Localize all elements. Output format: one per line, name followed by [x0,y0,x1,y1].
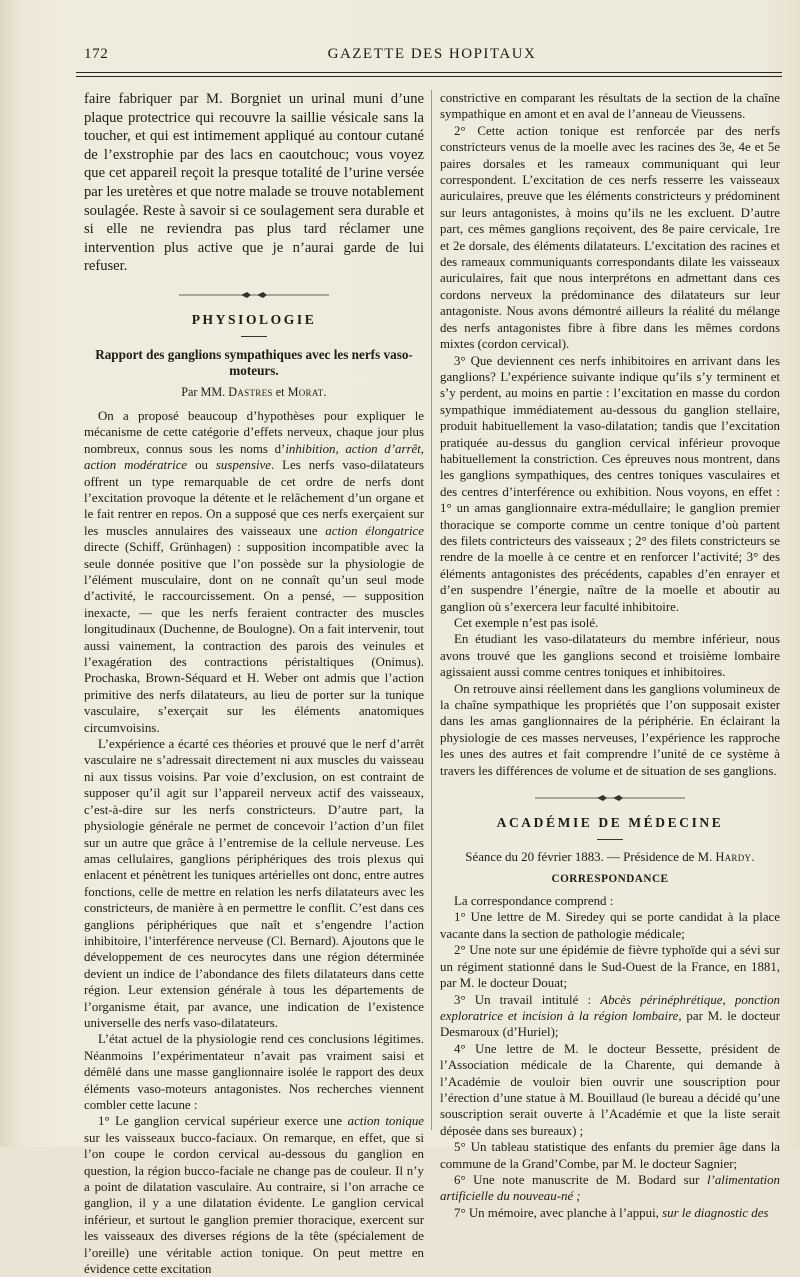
section-short-rule [597,839,623,840]
page-number: 172 [84,46,109,62]
right-column [440,90,780,1221]
byline-and: et [275,384,285,399]
author-dastres: Dastres [228,384,273,399]
section-ornament [535,793,685,803]
byline-prefix: Par MM. [181,384,226,399]
continued-paragraph: faire fabriquer par M. Borgniet un urinal muni d’une plaque protectrice qui recouvre la saillie vésicale sans la toucher, et qui est intimement appliqué au contour cutané de l’exstrophie par des lacs en caoutchouc; vous voyez que cet appareil reçoit la presque totalité de l’urine versée par les uretères et que notre malade se trouve notablement soulagée. Reste à savoir si ce soulagement sera durable et si elle ne reviendra pas plus tard réclamer une intervention plus active que je n’aurai garde de lui refuser. [84,91,424,275]
header-rule-thick [76,72,782,73]
page-header [84,46,780,66]
author-morat: Morat. [287,384,327,399]
journal-title: GAZETTE DES HOPITAUX [327,46,537,62]
paragraph-hypotheses: On a proposé beaucoup d’hypothèses pour expliquer le mécanisme de cette catégorie d’effets nerveux, chaque jour plus nombreux, connus sous les noms d’inhibition, action d’arrêt, action modératrice ou suspensive. Les nerfs vaso-dilatateurs offrent un type remarquable de cet ordre de nerfs dont l’excitation provoque la détente et le relâchement d’un organe et le fait rentrer en repos. On a supposé que ces nerfs exerçaient sur les muscles annulaires des vaisseaux une action élongatrice directe (Schiff, Grünhagen) : supposition incompatible avec la seule donnée positive que l’on possède sur la physiologie de l’élément musculaire, dont on ne connaît qu’un seul mode d’activité, le raccourcissement. On a pensé, — supposition inexacte, — que les nerfs feraient contracter des muscles longitudinaux (Duchenne, de Boulogne). On a fait intervenir, tout aussi vainement, la contraction des parois des veinules et l’exagération des contractions péristaltiques (Onimus). Prochaska, Brown-Séquard et H. Weber ont admis que l’action primitive des nerfs dilatateurs, au lieu de porter sur la tunique vasculaire, s’exerçait sur les éléments anatomiques circumvoisins. [84,408,425,735]
column-divider [431,90,432,1130]
correspondence-item-6: 6° Une note manuscrite de M. Bodard sur l’alimentation artificielle du nouveau-né ; [440,1172,780,1204]
paragraph-continued: constrictive en comparant les résultats de la section de la chaîne sympathique en amont et en aval de l’anneau de Vieussens. [440,91,780,122]
section-ornament [179,290,329,300]
correspondence-item-3: 3° Un travail intitulé : Abcès périnéphrétique, ponction exploratrice et incision à la région lombaire, par M. le docteur Desmaroux (d’Huriel); [440,992,781,1040]
correspondence-item-7: 7° Un mémoire, avec planche à l’appui, sur le diagnostic des [454,1205,769,1220]
section-short-rule [241,336,267,337]
paragraph-experience: L’expérience a écarté ces théories et prouvé que le nerf d’arrêt vasculaire ne s’adressait directement ni aux muscles du vaisseau ni aux tissus voisins. Par voie d’exclusion, on est contraint de supposer qu’il agit sur l’appareil nerveux actif des vaisseaux, c’est-à-dire sur les nerfs constricteurs. D’autre part, la physiologie générale ne permet de concevoir l’action d’un filet sur un autre que grâce à l’entremise de la cellule nerveuse. Les amas cellulaires, ganglions périphériques des trois plexus qui enlacent et pénètrent les tuniques artérielles ont donc, entre autres fonctions, celle de mettre en relation les nerfs dilatateurs avec les constricteurs, de manière à en permettre le conflit. C’est dans ces ganglions périphériques que naît et s’engendre l’action inhibitoire, l’interférence nerveuse (Cl. Bernard). Ajoutons que le développement de ces neurocytes dans une région déterminée devient un indice de l’abondance des filets dilatateurs dans cette région. Leur extension générale à tous les départements de l’organisme était, par avance, une indication de l’existence universelle des nerfs vaso-dilatateurs. [84,737,424,1030]
correspondence-item-5: 5° Un tableau statistique des enfants du premier âge dans la commune de la Grand’Combe, par M. le docteur Sagnier; [440,1140,780,1171]
paragraph-point-3: 3° Que deviennent ces nerfs inhibitoires en arrivant dans les ganglions? L’expérience suivante indique qu’ils s’y terminent et s’y perdent, au moins en partie : l’excitation en masse du cordon sympathique immédiatement au-dessous du ganglion stellaire, produit habituellement la vaso-dilatation; tandis que l’excitation pratiquée au-dessus du ganglion cervical inférieur provoque habituellement la constriction. Ces épreuves nous montrent, dans les ganglions sympathiques, des centres toniques vasculaires et des centres d’interférence ou exhibition. Nous voyons, en effet : 1° un amas ganglionnaire extra-médullaire; le ganglion premier thoracique se comporte comme un centre tonique d’où partent des filets contricteurs des vaisseaux ; 2° des filets constricteurs se rendre de la moelle à ce centre et en renforcer l’activité; 3° des éléments antagonistes des précédents, capables d’en enrayer et d’en suspendre l’énergie, naître de la moelle et aboutir au ganglion où s’exercera leur faculté inhibitoire. [440,353,780,614]
paragraph-point-1: 1° Le ganglion cervical supérieur exerce une action tonique sur les vaisseaux bucco-faciaux. On remarque, en effet, que si l’on coupe le cordon cervical au-dessous du ganglion en question, la région bucco-faciale ne change pas de couleur. Il n’y a point de dilatation vasculaire. Au contraire, si l’on arrache ce ganglion, il y a une dilatation évidente. Le ganglion cervical inférieur, et surtout le ganglion premier thoracique, exercent sur les vaisseaux des diverses régions de la tête (spécialement de l’oreille) une véritable action tonique. On peut mettre en évidence cette excitation [84,1114,425,1277]
correspondence-item-2: 2° Une note sur une épidémie de fièvre typhoïde qui a sévi sur un régiment stationné dans le Sud-Ouest de la France, en 1881, par M. le docteur Douat; [440,943,780,991]
correspondence-item-4: 4° Une lettre de M. le docteur Bessette, président de l’Association médicale de la Charente, qui demande à l’Académie de vouloir bien ouvrir une souscription pour l’érection d’une statue à M. Bouillaud (le bureau a décidé qu’une souscription serait ouverte à l’Académie et que la liste serait déposée dans ses bureaux) ; [440,1041,780,1138]
byline [84,385,424,400]
correspondence-intro: La correspondance comprend : [454,894,614,909]
paragraph-membre-inferieur: En étudiant les vaso-dilatateurs du membre inférieur, nous avons trouvé que les ganglions second et troisième lombaire agissaient aussi comme centres toniques et inhibitoires. [440,632,780,680]
paragraph-exemple: Cet exemple n’est pas isolé. [454,616,599,630]
subhead-correspondance: CORRESPONDANCE [551,873,669,886]
section-title-academie: ACADÉMIE DE MÉDECINE [496,815,724,831]
paragraph-point-2: 2° Cette action tonique est renforcée par des nerfs constricteurs venus de la moelle avec les racines des 3e, 4e et 5e paires dorsales et les rameaux communiquant qui leur correspondent. L’excitation de ces nerfs resserre les vaisseaux auriculaires, preuve que les éléments constricteurs y prédominent sur leurs antagonistes, à moins qu’ils ne les excluent. D’autre part, ces mêmes ganglions reçoivent, des 8e paire cervicale, 1re et 2e dorsale, des éléments dilatateurs. L’excitation des racines et des rameaux communiquants correspondants dilate les vaisseaux auriculaires, fait que nous interprétons en admettant dans ces cordons nerveux la prédominance des dilatateurs sur leur antagoniste. Nous avons démontré ailleurs la réalité du mélange des nerfs antagonistes fibre à fibre dans les mêmes cordons mixtes (cordon cervical). [440,123,780,352]
left-column [84,90,424,1277]
session-line: Séance du 20 février 1883. — Présidence de M. Hardy. [465,850,755,865]
article-title: Rapport des ganglions sympathiques avec les nerfs vaso-moteurs. [95,346,413,378]
paragraph-etat-actuel: L’état actuel de la physiologie rend ces conclusions légitimes. Néanmoins l’expérimentateur n’avait pas vraiment saisi et démêlé dans une masse ganglionnaire isolée le rapport des deux éléments vaso-moteurs antagonistes. Nos recherches viennent combler cette lacune : [84,1032,424,1112]
section-title-physiologie: PHYSIOLOGIE [191,311,317,327]
header-rule-thin [76,76,782,77]
paragraph-conclusion: On retrouve ainsi réellement dans les ganglions volumineux de la chaîne sympathique les propriétés que l’on supposait exister dans les amas ganglionnaires de la périphérie. En éclairant la physiologie de ces masses nerveuses, l’expérience les rapproche les unes des autres et fait comprendre l’unité de ce système à travers les différences de volume et de situation de ses ganglions. [440,681,780,778]
correspondence-item-1: 1° Une lettre de M. Siredey qui se porte candidat à la place vacante dans la section de pathologie médicale; [440,910,780,941]
